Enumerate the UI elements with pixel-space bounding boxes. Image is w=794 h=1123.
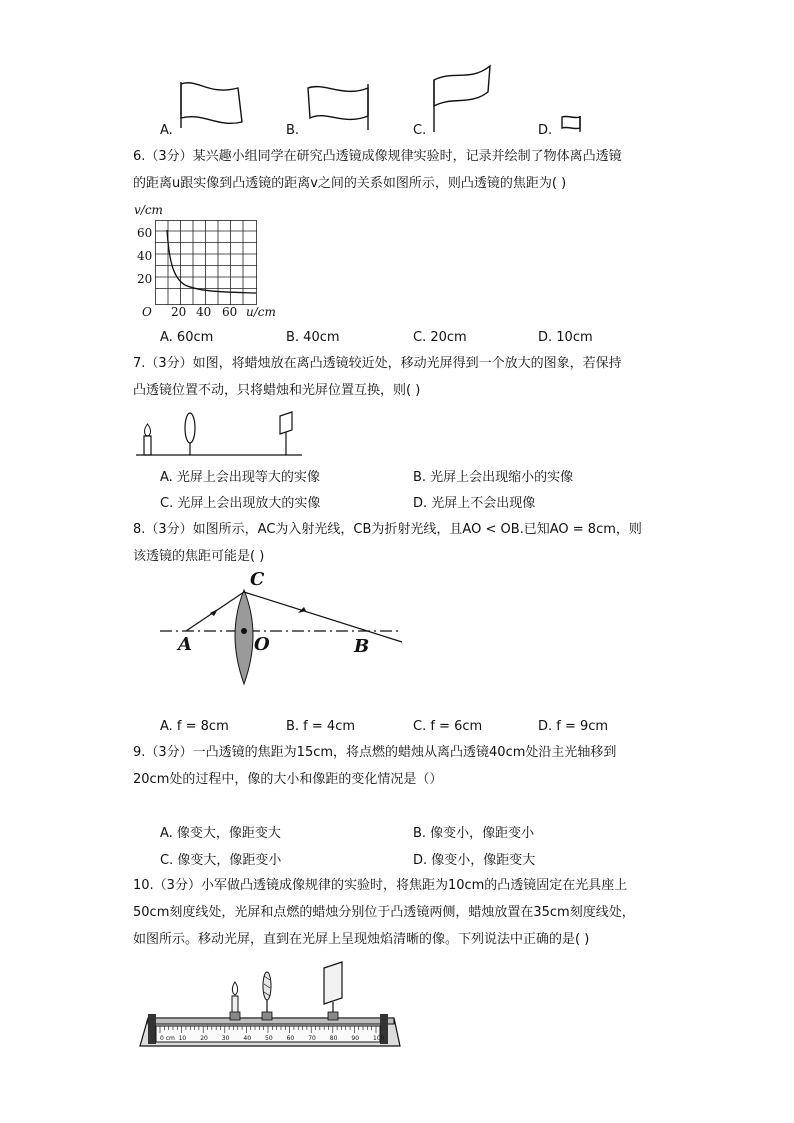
q10-optical-bench [136,960,406,1052]
q8-option-c[interactable]: C. f = 6cm [413,719,483,734]
q6-graph [155,220,259,306]
q10-stem-line2: 50cm刻度线处，光屏和点燃的蜡烛分别位于凸透镜两侧，蜡烛放置在35cm刻度线处， [133,905,635,920]
q8-option-d[interactable]: D. f = 9cm [538,719,609,734]
q9-stem-line1: 9.（3分）一凸透镜的焦距为15cm，将点燃的蜡烛从离凸透镜40cm处沿主光轴移到 [133,745,617,760]
q6-x-tick-20: 20 [171,305,187,319]
ruler-label: 40 [243,1035,252,1042]
q9-option-c[interactable]: C. 像变大，像距变小 [160,853,282,868]
q7-option-a[interactable]: A. 光屏上会出现等大的实像 [160,470,320,485]
q8-stem-line1: 8.（3分）如图所示，AC为入射光线，CB为折射光线，且AO < OB.已知AO = 8cm，则 [133,522,642,537]
q6-stem-line2: 的距离u跟实像到凸透镜的距离v之间的关系如图所示，则凸透镜的焦距为( ) [133,176,567,191]
ruler-label: 10 [178,1035,187,1042]
ruler-label: 20 [200,1035,208,1042]
q9-option-a[interactable]: A. 像变大，像距变大 [160,826,281,841]
ruler-label: 30 [221,1035,230,1042]
q6-x-axis-label: u/cm [246,305,276,319]
q7-stem-line2: 凸透镜位置不动，只将蜡烛和光屏位置互换，则( ) [133,383,421,398]
q8-label-o: O [254,634,270,655]
q5-option-d[interactable]: D. [538,123,553,138]
q8-option-a[interactable]: A. f = 8cm [160,719,229,734]
q8-label-b: B [354,636,370,657]
q8-label-a: A [178,634,192,655]
q6-option-b[interactable]: B. 40cm [286,330,340,345]
q8-option-b[interactable]: B. f = 4cm [286,719,355,734]
q7-option-b[interactable]: B. 光屏上会出现缩小的实像 [413,470,574,485]
ruler-label: 60 [286,1035,295,1042]
q5-figure-c [430,62,494,134]
q6-x-tick-40: 40 [196,305,212,319]
q5-option-a[interactable]: A. [160,123,173,138]
q7-option-c[interactable]: C. 光屏上会出现放大的实像 [160,496,321,511]
q6-option-a[interactable]: A. 60cm [160,330,214,345]
ruler-label: 70 [308,1035,316,1042]
q5-figure-d [560,114,586,134]
q5-option-c[interactable]: C. [413,123,427,138]
q5-figure-b [304,82,374,132]
ruler-label: 90 [351,1035,360,1042]
ruler-label: 80 [329,1035,338,1042]
q6-origin-label: O [142,305,152,319]
q8-stem-line2: 该透镜的焦距可能是( ) [133,549,265,564]
q7-stem-line1: 7.（3分）如图，将蜡烛放在离凸透镜较近处，移动光屏得到一个放大的图象，若保持 [133,356,622,371]
q6-y-tick-20: 20 [137,272,153,286]
q9-option-b[interactable]: B. 像变小，像距变小 [413,826,535,841]
q6-option-d[interactable]: D. 10cm [538,330,593,345]
q6-y-tick-60: 60 [137,226,153,240]
q5-option-b[interactable]: B. [286,123,300,138]
q6-stem-line1: 6.（3分）某兴趣小组同学在研究凸透镜成像规律实验时，记录并绘制了物体离凸透镜 [133,149,622,164]
ruler-label: 0 cm [160,1035,175,1042]
q8-label-c: C [250,569,265,590]
q6-y-axis-label: v/cm [134,203,163,217]
q8-figure [158,580,408,690]
q5-figure-a [178,78,248,130]
q6-x-tick-60: 60 [222,305,238,319]
q7-figure [134,410,304,460]
q10-stem-line3: 如图所示。移动光屏，直到在光屏上呈现烛焰清晰的像。下列说法中正确的是( ) [133,932,590,947]
q10-stem-line1: 10.（3分）小军做凸透镜成像规律的实验时，将焦距为10cm的凸透镜固定在光具座上 [133,878,628,893]
ruler-label: 50 [265,1035,273,1042]
q9-stem-line2: 20cm处的过程中，像的大小和像距的变化情况是（） [133,772,443,787]
q6-y-tick-40: 40 [137,249,153,263]
q7-option-d[interactable]: D. 光屏上不会出现像 [413,496,536,511]
q9-option-d[interactable]: D. 像变小，像距变大 [413,853,536,868]
q6-option-c[interactable]: C. 20cm [413,330,467,345]
ruler-label: 100 [373,1035,385,1042]
